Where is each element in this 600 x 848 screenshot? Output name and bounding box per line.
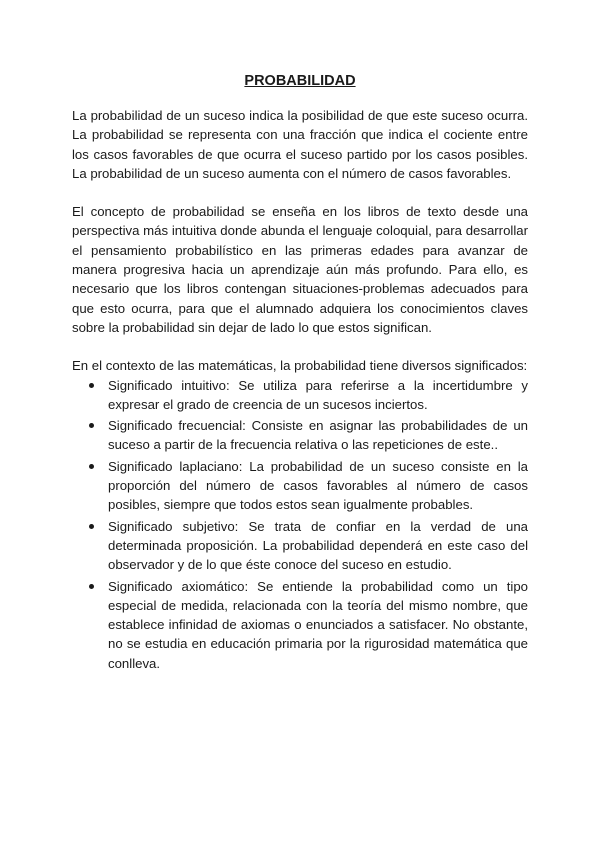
- list-item-text: Significado subjetivo: Se trata de confiar en la verdad de una determinada proposición. La probabilidad dependerá en este caso del observador y de lo que éste conoce del suceso en estudio.: [108, 518, 528, 573]
- paragraph-teaching: El concepto de probabilidad se enseña en los libros de texto desde una perspectiva más intuitiva donde abunda el lenguaje coloquial, para desarrollar el pensamiento probabilístico en las primeras edades para avanzar de manera progresiva hacia un aprendizaje aún más profundo. Para ello, es necesario que los libros contengan situaciones-problemas adecuados para que esto ocurra, para que el alumnado adquiera los conocimientos claves sobre la probabilidad sin dejar de lado lo que estos significan.: [72, 204, 528, 335]
- list-item-axiomatic: [72, 577, 528, 673]
- document-title: PROBABILIDAD: [244, 73, 356, 89]
- list-item-text: Significado axiomático: Se entiende la probabilidad como un tipo especial de medida, relacionada con la teoría del mismo nombre, que establece infinidad de axiomas o enunciados a satisfacer. No obstante, no se estudia en educación primaria por la rigurosidad matemática que conlleva.: [108, 578, 528, 671]
- list-item-frequential: [72, 416, 528, 455]
- bullet-icon: [89, 524, 94, 529]
- bullet-icon: [89, 464, 94, 469]
- bullet-icon: [89, 584, 94, 589]
- list-item-text: Significado intuitivo: Se utiliza para referirse a la incertidumbre y expresar el grado de creencia de un sucesos inciertos.: [108, 377, 528, 412]
- document-page: [72, 72, 528, 675]
- paragraph-definition: La probabilidad de un suceso indica la posibilidad de que este suceso ocurra. La probabilidad se representa con una fracción que indica el cociente entre los casos favorables de que ocurra el suceso partido por los casos posibles. La probabilidad de un suceso aumenta con el número de casos favorables.: [72, 108, 528, 181]
- list-item-text: Significado laplaciano: La probabilidad de un suceso consiste en la proporción del número de casos favorables al número de casos posibles, siempre que todos estos sean igualmente probables.: [108, 458, 528, 513]
- list-item-laplacian: [72, 457, 528, 515]
- list-item-intuitive: [72, 376, 528, 415]
- meanings-list: [72, 376, 528, 673]
- list-item-text: Significado frecuencial: Consiste en asignar las probabilidades de un suceso a partir de la frecuencia relativa o las repeticiones de este..: [108, 418, 528, 453]
- bullet-icon: [89, 423, 94, 428]
- bullet-icon: [89, 383, 94, 388]
- paragraph-meanings-intro: En el contexto de las matemáticas, la probabilidad tiene diversos significados:: [72, 358, 528, 374]
- list-item-subjective: [72, 517, 528, 575]
